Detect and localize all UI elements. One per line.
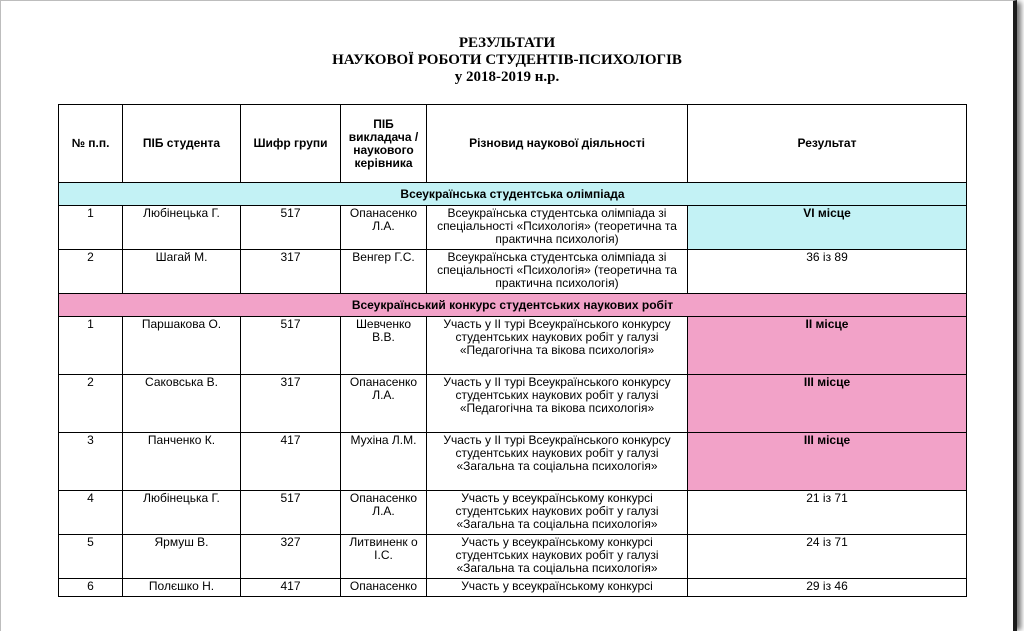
cell-num: 3 — [59, 433, 123, 491]
cell-activity: Участь у ІІ турі Всеукраїнського конкурсу студентських наукових робіт у галузі «Педагогічна та вікова психологія» — [427, 317, 688, 375]
header-student: ПІБ студента — [123, 105, 241, 183]
cell-student: Любінецька Г. — [123, 206, 241, 250]
cell-activity: Всеукраїнська студентська олімпіада зі спеціальності «Психологія» (теоретична та практична психологія) — [427, 206, 688, 250]
table-row — [59, 317, 967, 375]
header-activity: Різновид наукової діяльності — [427, 105, 688, 183]
cell-result: VI місце — [688, 206, 967, 250]
cell-result: ІІІ місце — [688, 375, 967, 433]
title-line-2: НАУКОВОЇ РОБОТИ СТУДЕНТІВ-ПСИХОЛОГІВ — [332, 52, 682, 68]
table-row — [59, 579, 967, 597]
section-row-olympiad — [59, 183, 967, 206]
cell-result: 36 із 89 — [688, 250, 967, 294]
cell-group: 327 — [241, 535, 341, 579]
cell-teacher: Опанасенко Л.А. — [341, 206, 427, 250]
header-group: Шифр групи — [241, 105, 341, 183]
cell-result: ІІІ місце — [688, 433, 967, 491]
cell-activity: Всеукраїнська студентська олімпіада зі спеціальності «Психологія» (теоретична та практична психологія) — [427, 250, 688, 294]
cell-activity: Участь у всеукраїнському конкурсі студентських наукових робіт у галузі «Загальна та соціальна психологія» — [427, 535, 688, 579]
cell-student: Ярмуш В. — [123, 535, 241, 579]
cell-num: 1 — [59, 317, 123, 375]
cell-student: Паршакова О. — [123, 317, 241, 375]
section-title: Всеукраїнська студентська олімпіада — [59, 183, 967, 206]
title-line-3: у 2018-2019 н.р. — [454, 69, 560, 85]
cell-teacher: Опанасенко Л.А. — [341, 491, 427, 535]
cell-result: ІІ місце — [688, 317, 967, 375]
table-row — [59, 206, 967, 250]
cell-num: 6 — [59, 579, 123, 597]
header-result: Результат — [688, 105, 967, 183]
cell-student: Саковська В. — [123, 375, 241, 433]
cell-student: Полєшко Н. — [123, 579, 241, 597]
cell-student: Любінецька Г. — [123, 491, 241, 535]
cell-result: 24 із 71 — [688, 535, 967, 579]
cell-student: Шагай М. — [123, 250, 241, 294]
cell-teacher: Опанасенко Л.А. — [341, 375, 427, 433]
cell-result: 29 із 46 — [688, 579, 967, 597]
cell-teacher: Литвиненк о І.С. — [341, 535, 427, 579]
cell-num: 4 — [59, 491, 123, 535]
cell-activity: Участь у всеукраїнському конкурсі студентських наукових робіт у галузі «Загальна та соціальна психологія» — [427, 491, 688, 535]
cell-group: 317 — [241, 250, 341, 294]
section-title: Всеукраїнський конкурс студентських наукових робіт — [59, 294, 967, 317]
results-table — [58, 104, 967, 597]
table-header-row — [59, 105, 967, 183]
header-teacher: ПІБ викладача / наукового керівника — [341, 105, 427, 183]
cell-teacher: Шевченко В.В. — [341, 317, 427, 375]
cell-activity: Участь у ІІ турі Всеукраїнського конкурсу студентських наукових робіт у галузі «Педагогічна та вікова психологія» — [427, 375, 688, 433]
table-row — [59, 491, 967, 535]
cell-num: 5 — [59, 535, 123, 579]
cell-teacher: Мухіна Л.М. — [341, 433, 427, 491]
cell-group: 517 — [241, 206, 341, 250]
cell-teacher: Опанасенко — [341, 579, 427, 597]
table-row — [59, 250, 967, 294]
cell-activity: Участь у ІІ турі Всеукраїнського конкурсу студентських наукових робіт у галузі «Загальна та соціальна психологія» — [427, 433, 688, 491]
cell-group: 417 — [241, 579, 341, 597]
cell-group: 317 — [241, 375, 341, 433]
cell-result: 21 із 71 — [688, 491, 967, 535]
cell-activity: Участь у всеукраїнському конкурсі — [427, 579, 688, 597]
cell-num: 2 — [59, 250, 123, 294]
cell-student: Панченко К. — [123, 433, 241, 491]
cell-group: 517 — [241, 491, 341, 535]
cell-num: 2 — [59, 375, 123, 433]
cell-group: 517 — [241, 317, 341, 375]
cell-group: 417 — [241, 433, 341, 491]
title-line-1: РЕЗУЛЬТАТИ — [458, 35, 556, 51]
table-row — [59, 375, 967, 433]
cell-num: 1 — [59, 206, 123, 250]
document-title — [1, 35, 1013, 86]
header-num: № п.п. — [59, 105, 123, 183]
table-row — [59, 535, 967, 579]
table-row — [59, 433, 967, 491]
section-row-contest — [59, 294, 967, 317]
cell-teacher: Венгер Г.С. — [341, 250, 427, 294]
